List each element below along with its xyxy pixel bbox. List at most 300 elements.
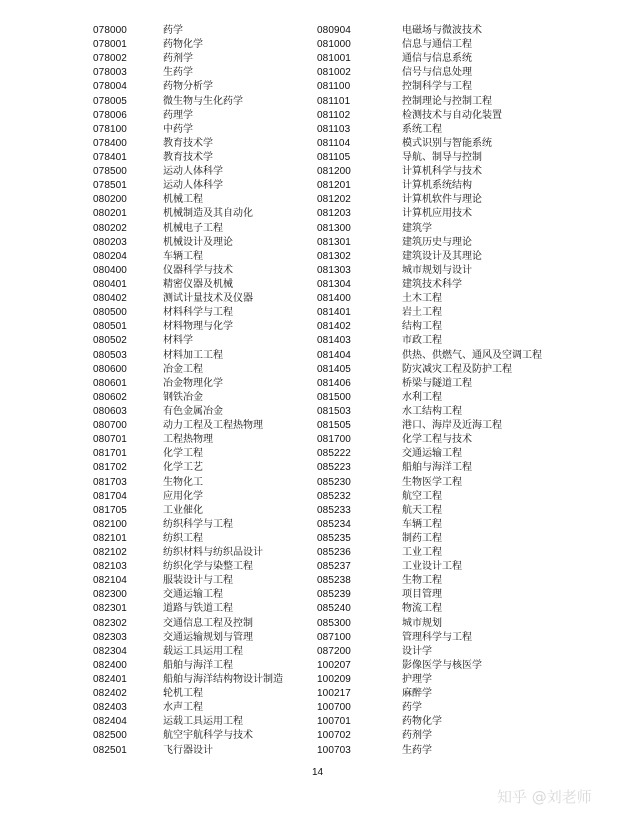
subject-name: 机械制造及其自动化 bbox=[163, 208, 253, 220]
list-item bbox=[93, 207, 283, 221]
subject-code: 081400 bbox=[317, 293, 351, 305]
list-item bbox=[317, 574, 542, 588]
subject-code: 080401 bbox=[93, 278, 127, 290]
subject-name: 工业设计工程 bbox=[402, 561, 462, 573]
subject-code: 100701 bbox=[317, 716, 351, 728]
subject-name: 材料加工工程 bbox=[163, 349, 223, 361]
subject-code: 078401 bbox=[93, 151, 127, 163]
subject-name: 运动人体科学 bbox=[163, 166, 223, 178]
subject-name: 纺织科学与工程 bbox=[163, 518, 233, 530]
subject-name: 制药工程 bbox=[402, 532, 442, 544]
list-item bbox=[317, 433, 542, 447]
subject-name: 工程热物理 bbox=[163, 434, 213, 446]
subject-code: 100700 bbox=[317, 702, 351, 714]
list-item bbox=[317, 179, 542, 193]
subject-name: 交通运输工程 bbox=[402, 448, 462, 460]
subject-code: 081705 bbox=[93, 504, 127, 516]
list-item bbox=[93, 66, 283, 80]
subject-name: 影像医学与核医学 bbox=[402, 659, 482, 671]
list-item bbox=[317, 588, 542, 602]
subject-name: 药物分析学 bbox=[163, 81, 213, 93]
list-item bbox=[317, 264, 542, 278]
subject-name: 城市规划与设计 bbox=[402, 264, 472, 276]
list-item bbox=[93, 744, 283, 758]
list-item bbox=[317, 250, 542, 264]
list-item bbox=[93, 137, 283, 151]
subject-code: 080701 bbox=[93, 434, 127, 446]
subject-name: 化学工程与技术 bbox=[402, 434, 472, 446]
subject-name: 航空工程 bbox=[402, 490, 442, 502]
subject-name: 药学 bbox=[163, 25, 183, 36]
subject-name: 控制理论与控制工程 bbox=[402, 95, 492, 107]
list-item bbox=[317, 292, 542, 306]
list-item bbox=[93, 151, 283, 165]
subject-name: 工业催化 bbox=[163, 504, 203, 516]
subject-code: 081404 bbox=[317, 349, 351, 361]
subject-code: 085232 bbox=[317, 490, 351, 502]
subject-code: 100217 bbox=[317, 688, 351, 700]
subject-code: 082401 bbox=[93, 674, 127, 686]
list-item bbox=[317, 419, 542, 433]
subject-name: 系统工程 bbox=[402, 123, 442, 135]
subject-name: 项目管理 bbox=[402, 589, 442, 601]
subject-code: 082102 bbox=[93, 547, 127, 559]
subject-code: 078400 bbox=[93, 137, 127, 149]
subject-code: 082300 bbox=[93, 589, 127, 601]
subject-code: 080602 bbox=[93, 391, 127, 403]
subject-code: 082500 bbox=[93, 730, 127, 742]
subject-name: 管理科学与工程 bbox=[402, 631, 472, 643]
list-item bbox=[93, 673, 283, 687]
subject-name: 轮机工程 bbox=[163, 688, 203, 700]
subject-code: 080201 bbox=[93, 208, 127, 220]
subject-code: 081700 bbox=[317, 434, 351, 446]
subject-code: 078100 bbox=[93, 123, 127, 135]
subject-name: 生药学 bbox=[402, 744, 432, 756]
list-item bbox=[317, 38, 542, 52]
list-item bbox=[317, 137, 542, 151]
list-item bbox=[93, 715, 283, 729]
list-item bbox=[93, 52, 283, 66]
subject-name: 仪器科学与技术 bbox=[163, 264, 233, 276]
list-item bbox=[317, 377, 542, 391]
subject-name: 运动人体科学 bbox=[163, 180, 223, 192]
subject-name: 钢铁冶金 bbox=[163, 391, 203, 403]
subject-code: 081001 bbox=[317, 53, 351, 65]
subject-name: 市政工程 bbox=[402, 335, 442, 347]
list-item bbox=[93, 729, 283, 743]
list-item bbox=[317, 461, 542, 475]
list-item bbox=[93, 617, 283, 631]
subject-code: 081202 bbox=[317, 194, 351, 206]
subject-name: 港口、海岸及近海工程 bbox=[402, 420, 502, 432]
subject-name: 建筑历史与理论 bbox=[402, 236, 472, 248]
subject-code: 082101 bbox=[93, 532, 127, 544]
subject-code: 081503 bbox=[317, 405, 351, 417]
watermark bbox=[497, 786, 592, 807]
subject-code: 081402 bbox=[317, 321, 351, 333]
subject-name: 建筑设计及其理论 bbox=[402, 250, 482, 262]
subject-code: 082402 bbox=[93, 688, 127, 700]
subject-code: 085300 bbox=[317, 617, 351, 629]
list-item bbox=[317, 405, 542, 419]
subject-name: 飞行器设计 bbox=[163, 744, 213, 756]
subject-name: 测试计量技术及仪器 bbox=[163, 293, 253, 305]
list-item bbox=[317, 151, 542, 165]
list-item bbox=[317, 744, 542, 758]
subject-name: 机械设计及理论 bbox=[163, 236, 233, 248]
subject-name: 物流工程 bbox=[402, 603, 442, 615]
subject-name: 材料物理与化学 bbox=[163, 321, 233, 333]
list-item bbox=[93, 433, 283, 447]
list-item bbox=[93, 24, 283, 38]
list-item bbox=[93, 659, 283, 673]
subject-name: 控制科学与工程 bbox=[402, 81, 472, 93]
subject-name: 计算机应用技术 bbox=[402, 208, 472, 220]
subject-code: 082404 bbox=[93, 716, 127, 728]
subject-name: 土木工程 bbox=[402, 293, 442, 305]
list-item bbox=[317, 490, 542, 504]
subject-name: 纺织工程 bbox=[163, 532, 203, 544]
subject-name: 防灾减灾工程及防护工程 bbox=[402, 363, 512, 375]
subject-name: 服装设计与工程 bbox=[163, 575, 233, 587]
list-item bbox=[317, 278, 542, 292]
subject-code: 080500 bbox=[93, 307, 127, 319]
list-item bbox=[93, 123, 283, 137]
list-item bbox=[93, 546, 283, 560]
subject-code: 082403 bbox=[93, 702, 127, 714]
left-column bbox=[93, 24, 283, 758]
subject-name: 城市规划 bbox=[402, 617, 442, 629]
list-item bbox=[317, 236, 542, 250]
list-item bbox=[317, 320, 542, 334]
subject-name: 机械工程 bbox=[163, 194, 203, 206]
list-item bbox=[93, 588, 283, 602]
subject-name: 药物化学 bbox=[402, 716, 442, 728]
subject-code: 082100 bbox=[93, 518, 127, 530]
subject-name: 道路与铁道工程 bbox=[163, 603, 233, 615]
subject-code: 078002 bbox=[93, 53, 127, 65]
subject-code: 082501 bbox=[93, 744, 127, 756]
subject-code: 085230 bbox=[317, 476, 351, 488]
subject-name: 信息与通信工程 bbox=[402, 39, 472, 51]
subject-name: 车辆工程 bbox=[163, 250, 203, 262]
list-item bbox=[93, 447, 283, 461]
subject-code: 080603 bbox=[93, 405, 127, 417]
list-item bbox=[317, 617, 542, 631]
list-item bbox=[317, 504, 542, 518]
list-item bbox=[317, 349, 542, 363]
subject-name: 教育技术学 bbox=[163, 137, 213, 149]
list-item bbox=[93, 306, 283, 320]
list-item bbox=[93, 179, 283, 193]
subject-name: 机械电子工程 bbox=[163, 222, 223, 234]
subject-code: 078001 bbox=[93, 39, 127, 51]
subject-name: 交通运输规划与管理 bbox=[163, 631, 253, 643]
subject-code: 081701 bbox=[93, 448, 127, 460]
subject-code: 081401 bbox=[317, 307, 351, 319]
list-item bbox=[317, 673, 542, 687]
list-item bbox=[317, 729, 542, 743]
subject-name: 纺织化学与染整工程 bbox=[163, 561, 253, 573]
subject-name: 船舶与海洋工程 bbox=[163, 659, 233, 671]
list-item bbox=[317, 80, 542, 94]
list-item bbox=[93, 320, 283, 334]
subject-code: 085222 bbox=[317, 448, 351, 460]
list-item bbox=[317, 306, 542, 320]
subject-code: 082302 bbox=[93, 617, 127, 629]
list-item bbox=[93, 504, 283, 518]
subject-code: 087200 bbox=[317, 645, 351, 657]
subject-name: 设计学 bbox=[402, 645, 432, 657]
list-item bbox=[93, 222, 283, 236]
subject-code: 080700 bbox=[93, 420, 127, 432]
subject-code: 078005 bbox=[93, 95, 127, 107]
subject-code: 081101 bbox=[317, 95, 351, 107]
subject-code: 087100 bbox=[317, 631, 351, 643]
subject-code: 080204 bbox=[93, 250, 127, 262]
list-item bbox=[93, 165, 283, 179]
subject-code: 081100 bbox=[317, 81, 351, 93]
list-item bbox=[317, 24, 542, 38]
subject-name: 运载工具运用工程 bbox=[163, 716, 243, 728]
subject-name: 桥梁与隧道工程 bbox=[402, 377, 472, 389]
subject-name: 计算机科学与技术 bbox=[402, 166, 482, 178]
subject-name: 材料科学与工程 bbox=[163, 307, 233, 319]
subject-code: 080501 bbox=[93, 321, 127, 333]
subject-name: 建筑学 bbox=[402, 222, 432, 234]
subject-name: 药物化学 bbox=[163, 39, 203, 51]
subject-name: 药学 bbox=[402, 702, 422, 714]
list-item bbox=[93, 193, 283, 207]
list-item bbox=[93, 476, 283, 490]
list-item bbox=[93, 574, 283, 588]
list-item bbox=[317, 222, 542, 236]
list-item bbox=[317, 165, 542, 179]
list-item bbox=[93, 95, 283, 109]
subject-code: 085237 bbox=[317, 561, 351, 573]
subject-name: 计算机系统结构 bbox=[402, 180, 472, 192]
subject-name: 车辆工程 bbox=[402, 518, 442, 530]
list-item bbox=[93, 687, 283, 701]
subject-code: 085240 bbox=[317, 603, 351, 615]
subject-name: 护理学 bbox=[402, 674, 432, 686]
list-item bbox=[93, 405, 283, 419]
subject-code: 082301 bbox=[93, 603, 127, 615]
subject-name: 材料学 bbox=[163, 335, 193, 347]
list-item bbox=[317, 207, 542, 221]
subject-name: 药剂学 bbox=[402, 730, 432, 742]
subject-name: 动力工程及工程热物理 bbox=[163, 420, 263, 432]
subject-code: 082104 bbox=[93, 575, 127, 587]
subject-code: 081103 bbox=[317, 123, 351, 135]
list-item bbox=[93, 334, 283, 348]
list-item bbox=[317, 518, 542, 532]
subject-name: 岩土工程 bbox=[402, 307, 442, 319]
subject-code: 100209 bbox=[317, 674, 351, 686]
list-item bbox=[93, 292, 283, 306]
list-item bbox=[317, 95, 542, 109]
subject-code: 081200 bbox=[317, 166, 351, 178]
list-item bbox=[93, 250, 283, 264]
list-item bbox=[317, 123, 542, 137]
subject-code: 085223 bbox=[317, 462, 351, 474]
subject-code: 081403 bbox=[317, 335, 351, 347]
list-item bbox=[93, 490, 283, 504]
subject-name: 载运工具运用工程 bbox=[163, 645, 243, 657]
list-item bbox=[317, 391, 542, 405]
list-item bbox=[93, 377, 283, 391]
subject-name: 化学工艺 bbox=[163, 462, 203, 474]
subject-name: 计算机软件与理论 bbox=[402, 194, 482, 206]
subject-code: 081406 bbox=[317, 377, 351, 389]
subject-name: 应用化学 bbox=[163, 490, 203, 502]
list-item bbox=[317, 687, 542, 701]
subject-name: 水工结构工程 bbox=[402, 405, 462, 417]
subject-code: 081203 bbox=[317, 208, 351, 220]
subject-name: 船舶与海洋结构物设计制造 bbox=[163, 674, 283, 686]
subject-name: 检测技术与自动化装置 bbox=[402, 109, 502, 121]
subject-name: 导航、制导与控制 bbox=[402, 151, 482, 163]
list-item bbox=[317, 546, 542, 560]
list-item bbox=[317, 476, 542, 490]
list-item bbox=[317, 659, 542, 673]
list-item bbox=[317, 560, 542, 574]
subject-code: 085234 bbox=[317, 518, 351, 530]
subject-name: 生药学 bbox=[163, 67, 193, 79]
subject-name: 水利工程 bbox=[402, 391, 442, 403]
subject-name: 航空宇航科学与技术 bbox=[163, 730, 253, 742]
subject-name: 结构工程 bbox=[402, 321, 442, 333]
list-item bbox=[93, 645, 283, 659]
subject-code: 085233 bbox=[317, 504, 351, 516]
list-item bbox=[93, 461, 283, 475]
subject-code: 081102 bbox=[317, 109, 351, 121]
subject-code: 081201 bbox=[317, 180, 351, 192]
list-item bbox=[93, 701, 283, 715]
subject-name: 工业工程 bbox=[402, 547, 442, 559]
subject-name: 模式识别与智能系统 bbox=[402, 137, 492, 149]
subject-name: 纺织材料与纺织品设计 bbox=[163, 547, 263, 559]
list-item bbox=[93, 391, 283, 405]
list-item bbox=[317, 109, 542, 123]
subject-code: 080601 bbox=[93, 377, 127, 389]
subject-name: 生物医学工程 bbox=[402, 476, 462, 488]
subject-name: 中药学 bbox=[163, 123, 193, 135]
subject-code: 080200 bbox=[93, 194, 127, 206]
list-item bbox=[93, 80, 283, 94]
list-item bbox=[93, 631, 283, 645]
list-item bbox=[317, 701, 542, 715]
list-item bbox=[317, 193, 542, 207]
subject-name: 麻醉学 bbox=[402, 688, 432, 700]
subject-code: 078501 bbox=[93, 180, 127, 192]
list-item bbox=[93, 602, 283, 616]
list-item bbox=[317, 363, 542, 377]
subject-code: 080502 bbox=[93, 335, 127, 347]
subject-code: 085235 bbox=[317, 532, 351, 544]
list-item bbox=[93, 560, 283, 574]
subject-code: 081105 bbox=[317, 151, 351, 163]
subject-code: 078004 bbox=[93, 81, 127, 93]
subject-code: 081303 bbox=[317, 264, 351, 276]
subject-code: 082103 bbox=[93, 561, 127, 573]
subject-name: 船舶与海洋工程 bbox=[402, 462, 472, 474]
subject-name: 冶金工程 bbox=[163, 363, 203, 375]
subject-name: 化学工程 bbox=[163, 448, 203, 460]
subject-code: 081505 bbox=[317, 420, 351, 432]
subject-code: 080202 bbox=[93, 222, 127, 234]
list-item bbox=[317, 602, 542, 616]
subject-code: 080600 bbox=[93, 363, 127, 375]
subject-code: 081301 bbox=[317, 236, 351, 248]
subject-code: 082304 bbox=[93, 645, 127, 657]
subject-name: 建筑技术科学 bbox=[402, 278, 462, 290]
subject-code: 100207 bbox=[317, 659, 351, 671]
subject-code: 082400 bbox=[93, 659, 127, 671]
list-item bbox=[93, 518, 283, 532]
subject-code: 080203 bbox=[93, 236, 127, 248]
subject-code: 081500 bbox=[317, 391, 351, 403]
subject-code: 081000 bbox=[317, 39, 351, 51]
subject-name: 水声工程 bbox=[163, 702, 203, 714]
subject-name: 精密仪器及机械 bbox=[163, 278, 233, 290]
list-item bbox=[93, 349, 283, 363]
subject-code: 100703 bbox=[317, 744, 351, 756]
list-item bbox=[93, 532, 283, 546]
subject-name: 通信与信息系统 bbox=[402, 53, 472, 65]
subject-name: 教育技术学 bbox=[163, 151, 213, 163]
subject-name: 信号与信息处理 bbox=[402, 67, 472, 79]
subject-code: 081703 bbox=[93, 476, 127, 488]
list-item bbox=[93, 109, 283, 123]
subject-code: 080503 bbox=[93, 349, 127, 361]
subject-code: 081702 bbox=[93, 462, 127, 474]
subject-code: 080402 bbox=[93, 293, 127, 305]
subject-code: 078006 bbox=[93, 109, 127, 121]
subject-code: 081304 bbox=[317, 278, 351, 290]
subject-name: 交通运输工程 bbox=[163, 589, 223, 601]
page-number: 14 bbox=[311, 767, 324, 778]
subject-code: 082303 bbox=[93, 631, 127, 643]
subject-name: 冶金物理化学 bbox=[163, 377, 223, 389]
subject-code: 085236 bbox=[317, 547, 351, 559]
subject-code: 080400 bbox=[93, 264, 127, 276]
subject-code: 081002 bbox=[317, 67, 351, 79]
subject-code: 081302 bbox=[317, 250, 351, 262]
list-item bbox=[93, 264, 283, 278]
list-item bbox=[317, 715, 542, 729]
subject-code: 081704 bbox=[93, 490, 127, 502]
right-column bbox=[317, 24, 542, 758]
subject-name: 微生物与生化药学 bbox=[163, 95, 243, 107]
watermark-text: 知乎 @刘老师 bbox=[497, 788, 592, 806]
subject-name: 药剂学 bbox=[163, 53, 193, 65]
subject-code: 078500 bbox=[93, 166, 127, 178]
subject-code: 078003 bbox=[93, 67, 127, 79]
subject-name: 有色金属冶金 bbox=[163, 405, 223, 417]
list-item bbox=[93, 236, 283, 250]
list-item bbox=[317, 532, 542, 546]
list-item bbox=[93, 278, 283, 292]
subject-name: 生物工程 bbox=[402, 575, 442, 587]
subject-code: 081405 bbox=[317, 363, 351, 375]
list-item bbox=[317, 447, 542, 461]
subject-name: 电磁场与微波技术 bbox=[402, 25, 482, 36]
list-item bbox=[93, 419, 283, 433]
list-item bbox=[317, 66, 542, 80]
subject-name: 药理学 bbox=[163, 109, 193, 121]
